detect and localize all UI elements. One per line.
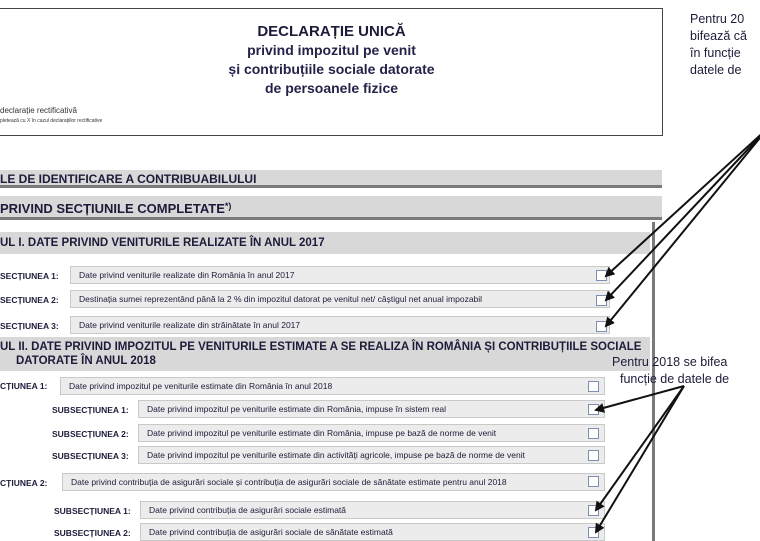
cap2-s1-subsectiunea-3-label: SUBSECȚIUNEA 3:: [52, 451, 129, 461]
note-2017-line-3: în funcție: [690, 46, 741, 60]
cap2-s1-subsectiunea-1-row: Date privind impozitul pe veniturile estimate din România, impuse în sistem real: [138, 400, 605, 418]
declaration-title: DECLARAȚIE UNICĂ: [257, 23, 406, 40]
note-2017-line-2: bifează că: [690, 29, 747, 43]
arrow-2017-to-sectiunea-1: [606, 128, 760, 276]
cap2-s1-subsectiunea-3-row: Date privind impozitul pe veniturile estimate din activități agricole, impuse pe bază de norme de venit: [138, 446, 605, 464]
completate-footnote-mark: *): [224, 201, 232, 211]
cap2-s2-subsectiunea-1-label: SUBSECȚIUNEA 1:: [54, 506, 131, 516]
identificare-section-title: LE DE IDENTIFICARE A CONTRIBUABILULUI: [0, 172, 257, 186]
completate-section-title: PRIVIND SECȚIUNILE COMPLETATE: [0, 201, 225, 216]
capitol-2-title-line-1: UL II. DATE PRIVIND IMPOZITUL PE VENITURILE ESTIMATE A SE REALIZA ÎN ROMÂNIA ȘI CONTRIBUȚIILE SOCIALE: [0, 341, 642, 353]
note-2017-line-1: Pentru 20: [690, 12, 745, 26]
note-2018-line-1: Pentru 2018 se bifea: [612, 355, 728, 369]
sectiunea-1-row: Date privind veniturile realizate din România în anul 2017: [70, 266, 610, 284]
sectiunea-1-label: SECȚIUNEA 1:: [0, 271, 59, 281]
cap2-s2-subsectiunea-2-row: Date privind contribuția de asigurări sociale de sănătate estimată: [140, 523, 605, 541]
cap2-sectiunea-1-label: CȚIUNEA 1:: [0, 381, 48, 391]
arrow-2018-to-s2-subsectiunea-1: [596, 386, 684, 510]
sectiunea-3-label: SECȚIUNEA 3:: [0, 321, 59, 331]
note-2017-line-4: datele de: [690, 63, 742, 77]
declaration-subtitle-1: privind impozitul pe venit: [247, 42, 416, 58]
note-2018-line-2: funcție de datele de: [620, 372, 730, 386]
sectiunea-3-row: Date privind veniturile realizate din străinătate în anul 2017: [70, 316, 610, 334]
cap2-s2-subsectiunea-2-label: SUBSECȚIUNEA 2:: [54, 528, 131, 538]
cap2-s1-subsectiunea-2-label: SUBSECȚIUNEA 2:: [52, 429, 129, 439]
cap2-sectiunea-2-label: CȚIUNEA 2:: [0, 478, 48, 488]
cap2-s2-subsectiunea-1-row: Date privind contribuția de asigurări sociale estimată: [140, 501, 605, 519]
arrow-2018-to-s2-subsectiunea-2: [596, 386, 684, 532]
arrow-2017-to-sectiunea-2: [606, 128, 760, 300]
declaration-subtitle-3: de persoanele fizice: [264, 80, 399, 96]
cap2-sectiunea-2-row: Date privind contribuția de asigurări sociale și contribuția de asigurări sociale de sănătate estimate pentru anul 2018: [62, 473, 605, 491]
rectificative-note: pletează cu X în cazul declarațiilor rectificative: [0, 118, 103, 124]
cap2-s1-subsectiunea-1-label: SUBSECȚIUNEA 1:: [52, 405, 129, 415]
sectiunea-2-row: Destinația sumei reprezentând până la 2 % din impozitul datorat pe venitul net/ câștigul net anual impozabil: [70, 290, 610, 308]
cap2-sectiunea-1-row: Date privind impozitul pe veniturile estimate din România în anul 2018: [60, 377, 605, 395]
capitol-2-title-line-2: DATORATE ÎN ANUL 2018: [16, 355, 156, 367]
sectiunea-2-label: SECȚIUNEA 2:: [0, 295, 59, 305]
cap2-s1-subsectiunea-2-row: Date privind impozitul pe veniturile estimate din România, impuse pe bază de norme de venit: [138, 424, 605, 442]
capitol-1-title: UL I. DATE PRIVIND VENITURILE REALIZATE ÎN ANUL 2017: [0, 237, 325, 249]
declaration-subtitle-2: și contribuțiile sociale datorate: [228, 61, 435, 77]
rectificative-label: declarație rectificativă: [0, 106, 77, 115]
